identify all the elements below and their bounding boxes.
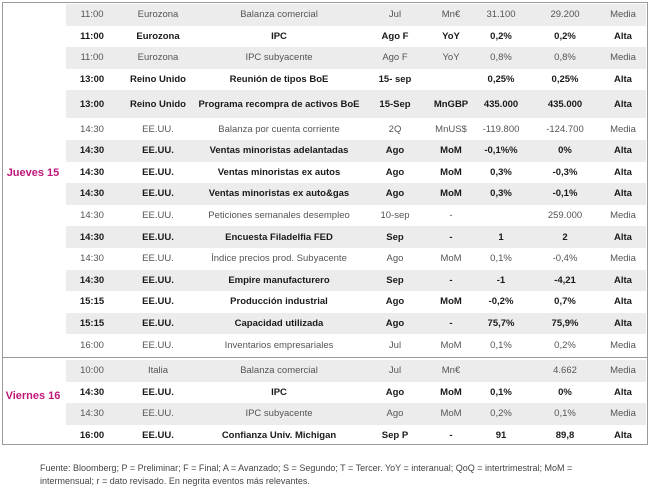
- time-cell: 16:00: [79, 430, 105, 442]
- unit-cell: Mn€: [441, 365, 461, 377]
- time-cell: 14:30: [79, 274, 105, 286]
- importance-cell: Media: [610, 52, 636, 64]
- period-cell: Ago: [385, 386, 405, 398]
- period-cell: Ago: [386, 253, 404, 265]
- importance-cell: Media: [610, 210, 636, 222]
- importance-cell: Media: [610, 365, 636, 377]
- footnote: Fuente: Bloomberg; P = Preliminar; F = Final; A = Avanzado; S = Segundo; T = Tercer. YoY = interanual; QoQ = intertrimestral; MoM = intermensual; r = dato revisado. En negrita eventos más relevantes.: [40, 463, 573, 486]
- event-cell: Ventas minoristas adelantadas: [209, 145, 349, 157]
- region-cell: EE.UU.: [142, 166, 174, 178]
- event-cell: Empire manufacturero: [228, 274, 330, 286]
- forecast-cell: 2: [562, 231, 568, 243]
- forecast-cell: 0%: [558, 386, 572, 398]
- forecast-cell: 0,2%: [554, 30, 576, 42]
- time-cell: 11:00: [80, 52, 104, 64]
- table-row: [66, 360, 646, 382]
- table-row: [66, 4, 646, 26]
- event-cell: Balanza comercial: [240, 9, 318, 21]
- importance-cell: Alta: [614, 318, 632, 330]
- unit-cell: -: [449, 430, 453, 442]
- period-cell: Ago: [385, 166, 405, 178]
- table-row: [66, 334, 646, 356]
- time-cell: 11:00: [80, 30, 104, 42]
- event-cell: Inventarios empresariales: [224, 339, 334, 351]
- time-cell: 11:00: [80, 9, 104, 21]
- event-cell: Balanza por cuenta corriente: [218, 123, 340, 135]
- previous-cell: -0,1%%: [484, 145, 518, 157]
- time-cell: 10:00: [80, 365, 104, 377]
- unit-cell: -: [449, 274, 453, 286]
- region-cell: EE.UU.: [142, 274, 174, 286]
- table-row: [66, 425, 646, 447]
- importance-cell: Media: [610, 253, 636, 265]
- importance-cell: Alta: [614, 98, 632, 110]
- region-cell: Eurozona: [137, 52, 179, 64]
- time-cell: 14:30: [79, 231, 105, 243]
- importance-cell: Alta: [614, 74, 632, 86]
- unit-cell: -: [449, 231, 453, 243]
- period-cell: Jul: [388, 9, 402, 21]
- previous-cell: 0,1%: [490, 253, 512, 265]
- region-cell: EE.UU.: [142, 210, 174, 222]
- time-cell: 14:30: [79, 188, 105, 200]
- previous-cell: 0,1%: [490, 339, 512, 351]
- time-cell: 14:30: [79, 166, 105, 178]
- time-cell: 16:00: [80, 339, 104, 351]
- forecast-cell: 89,8: [555, 430, 575, 442]
- event-cell: Confianza Univ. Michigan: [221, 430, 337, 442]
- region-cell: EE.UU.: [142, 430, 174, 442]
- event-cell: Índice precios prod. Subyacente: [211, 253, 347, 265]
- forecast-cell: 0%: [558, 145, 572, 157]
- unit-cell: -: [449, 210, 453, 222]
- region-cell: EE.UU.: [142, 408, 174, 420]
- unit-cell: MnUS$: [435, 123, 467, 135]
- previous-cell: 0,8%: [490, 52, 512, 64]
- table-row: [66, 26, 646, 48]
- event-cell: Balanza comercial: [240, 365, 318, 377]
- previous-cell: 0,25%: [487, 74, 515, 86]
- event-cell: IPC: [271, 386, 287, 398]
- region-cell: Reino Unido: [130, 98, 186, 110]
- importance-cell: Alta: [614, 166, 632, 178]
- event-cell: Capacidad utilizada: [234, 318, 324, 330]
- importance-cell: Alta: [614, 30, 632, 42]
- time-cell: 13:00: [79, 74, 105, 86]
- period-cell: 10-sep: [380, 210, 410, 222]
- event-cell: Ventas minoristas ex autos: [217, 166, 341, 178]
- region-cell: EE.UU.: [142, 188, 174, 200]
- table-row: [66, 90, 646, 118]
- table-row: [66, 313, 646, 335]
- importance-cell: Alta: [614, 188, 632, 200]
- forecast-cell: -0,3%: [552, 166, 578, 178]
- table-row: [66, 183, 646, 205]
- table-row: [66, 270, 646, 292]
- event-cell: IPC: [271, 30, 287, 42]
- forecast-cell: 259.000: [547, 210, 583, 222]
- day-label: Jueves 15: [6, 167, 60, 179]
- importance-cell: Media: [610, 123, 636, 135]
- region-cell: EE.UU.: [142, 339, 174, 351]
- unit-cell: MoM: [440, 253, 462, 265]
- period-cell: Sep: [386, 274, 404, 286]
- forecast-cell: -124.700: [546, 123, 584, 135]
- importance-cell: Media: [610, 9, 636, 21]
- event-cell: Peticiones semanales desempleo: [208, 210, 350, 222]
- time-cell: 14:30: [79, 145, 105, 157]
- unit-cell: MoM: [440, 408, 462, 420]
- forecast-cell: 4.662: [553, 365, 577, 377]
- table-row: [66, 291, 646, 313]
- table-row: [66, 226, 646, 248]
- table-row: [66, 140, 646, 162]
- previous-cell: 0,3%: [490, 166, 512, 178]
- time-cell: 15:15: [79, 318, 105, 330]
- event-cell: Producción industrial: [230, 296, 328, 308]
- previous-cell: -1: [496, 274, 506, 286]
- region-cell: EE.UU.: [142, 253, 174, 265]
- forecast-cell: 0,7%: [554, 296, 576, 308]
- previous-cell: 0,1%: [490, 386, 512, 398]
- day-separator: [2, 357, 648, 358]
- period-cell: 15-Sep: [379, 98, 411, 110]
- region-cell: Eurozona: [136, 30, 180, 42]
- period-cell: Sep: [386, 231, 404, 243]
- region-cell: EE.UU.: [142, 123, 174, 135]
- table-row: [66, 69, 646, 91]
- period-cell: Ago: [385, 145, 405, 157]
- time-cell: 14:30: [80, 408, 104, 420]
- event-cell: Ventas minoristas ex auto&gas: [208, 188, 350, 200]
- forecast-cell: 0,8%: [554, 52, 576, 64]
- previous-cell: 75,7%: [487, 318, 515, 330]
- region-cell: Italia: [147, 365, 169, 377]
- previous-cell: -0,2%: [488, 296, 514, 308]
- importance-cell: Alta: [614, 386, 632, 398]
- day-table: [66, 360, 646, 446]
- forecast-cell: -4,21: [554, 274, 576, 286]
- table-row: [66, 403, 646, 425]
- event-cell: Reunión de tipos BoE: [229, 74, 329, 86]
- importance-cell: Alta: [614, 430, 632, 442]
- importance-cell: Alta: [614, 145, 632, 157]
- period-cell: Ago: [385, 188, 405, 200]
- region-cell: EE.UU.: [142, 231, 174, 243]
- previous-cell: -119.800: [482, 123, 520, 135]
- unit-cell: Mn€: [441, 9, 461, 21]
- region-cell: EE.UU.: [142, 318, 174, 330]
- forecast-cell: 29.200: [550, 9, 580, 21]
- unit-cell: MoM: [440, 339, 462, 351]
- unit-cell: MoM: [440, 145, 462, 157]
- unit-cell: YoY: [442, 52, 460, 64]
- previous-cell: 435.000: [483, 98, 519, 110]
- period-cell: Ago: [385, 318, 405, 330]
- unit-cell: MoM: [440, 386, 462, 398]
- time-cell: 14:30: [80, 210, 104, 222]
- forecast-cell: 0,1%: [554, 408, 576, 420]
- period-cell: Ago F: [381, 30, 409, 42]
- event-cell: IPC subyacente: [245, 52, 313, 64]
- period-cell: Jul: [388, 339, 402, 351]
- time-cell: 14:30: [80, 253, 104, 265]
- table-row: [66, 162, 646, 184]
- previous-cell: 0,2%: [490, 30, 512, 42]
- period-cell: Ago F: [382, 52, 408, 64]
- period-cell: Ago: [385, 296, 405, 308]
- event-cell: Programa recompra de activos BoE: [198, 98, 360, 110]
- table-row: [66, 47, 646, 69]
- period-cell: Jul: [388, 365, 402, 377]
- day-label: Viernes 16: [5, 390, 61, 403]
- unit-cell: MoM: [440, 166, 462, 178]
- previous-cell: 91: [495, 430, 507, 442]
- previous-cell: 1: [498, 231, 504, 243]
- period-cell: 15- sep: [378, 74, 412, 86]
- table-row: [66, 248, 646, 270]
- forecast-cell: -0,1%: [552, 188, 578, 200]
- forecast-cell: -0,4%: [552, 253, 578, 265]
- previous-cell: 31.100: [486, 9, 516, 21]
- forecast-cell: 435.000: [547, 98, 583, 110]
- importance-cell: Media: [610, 339, 636, 351]
- previous-cell: 0,2%: [490, 408, 512, 420]
- time-cell: 14:30: [79, 386, 105, 398]
- unit-cell: MnGBP: [433, 98, 469, 110]
- unit-cell: -: [449, 318, 453, 330]
- time-cell: 14:30: [80, 123, 104, 135]
- time-cell: 13:00: [79, 98, 105, 110]
- table-row: [66, 382, 646, 404]
- day-table: [66, 4, 646, 356]
- event-cell: IPC subyacente: [245, 408, 313, 420]
- region-cell: EE.UU.: [142, 145, 174, 157]
- forecast-cell: 0,2%: [554, 339, 576, 351]
- previous-cell: 0,3%: [490, 188, 512, 200]
- region-cell: EE.UU.: [142, 296, 174, 308]
- unit-cell: YoY: [442, 30, 460, 42]
- forecast-cell: 0,25%: [551, 74, 579, 86]
- time-cell: 15:15: [79, 296, 105, 308]
- importance-cell: Alta: [614, 296, 632, 308]
- importance-cell: Alta: [614, 231, 632, 243]
- period-cell: Sep P: [381, 430, 409, 442]
- unit-cell: MoM: [440, 296, 462, 308]
- region-cell: Eurozona: [137, 9, 179, 21]
- importance-cell: Alta: [614, 274, 632, 286]
- unit-cell: MoM: [440, 188, 462, 200]
- period-cell: 2Q: [388, 123, 402, 135]
- region-cell: Reino Unido: [130, 74, 186, 86]
- event-cell: Encuesta Filadelfia FED: [225, 231, 333, 243]
- forecast-cell: 75,9%: [551, 318, 579, 330]
- importance-cell: Media: [610, 408, 636, 420]
- table-row: [66, 118, 646, 140]
- period-cell: Ago: [386, 408, 404, 420]
- region-cell: EE.UU.: [142, 386, 174, 398]
- table-row: [66, 205, 646, 227]
